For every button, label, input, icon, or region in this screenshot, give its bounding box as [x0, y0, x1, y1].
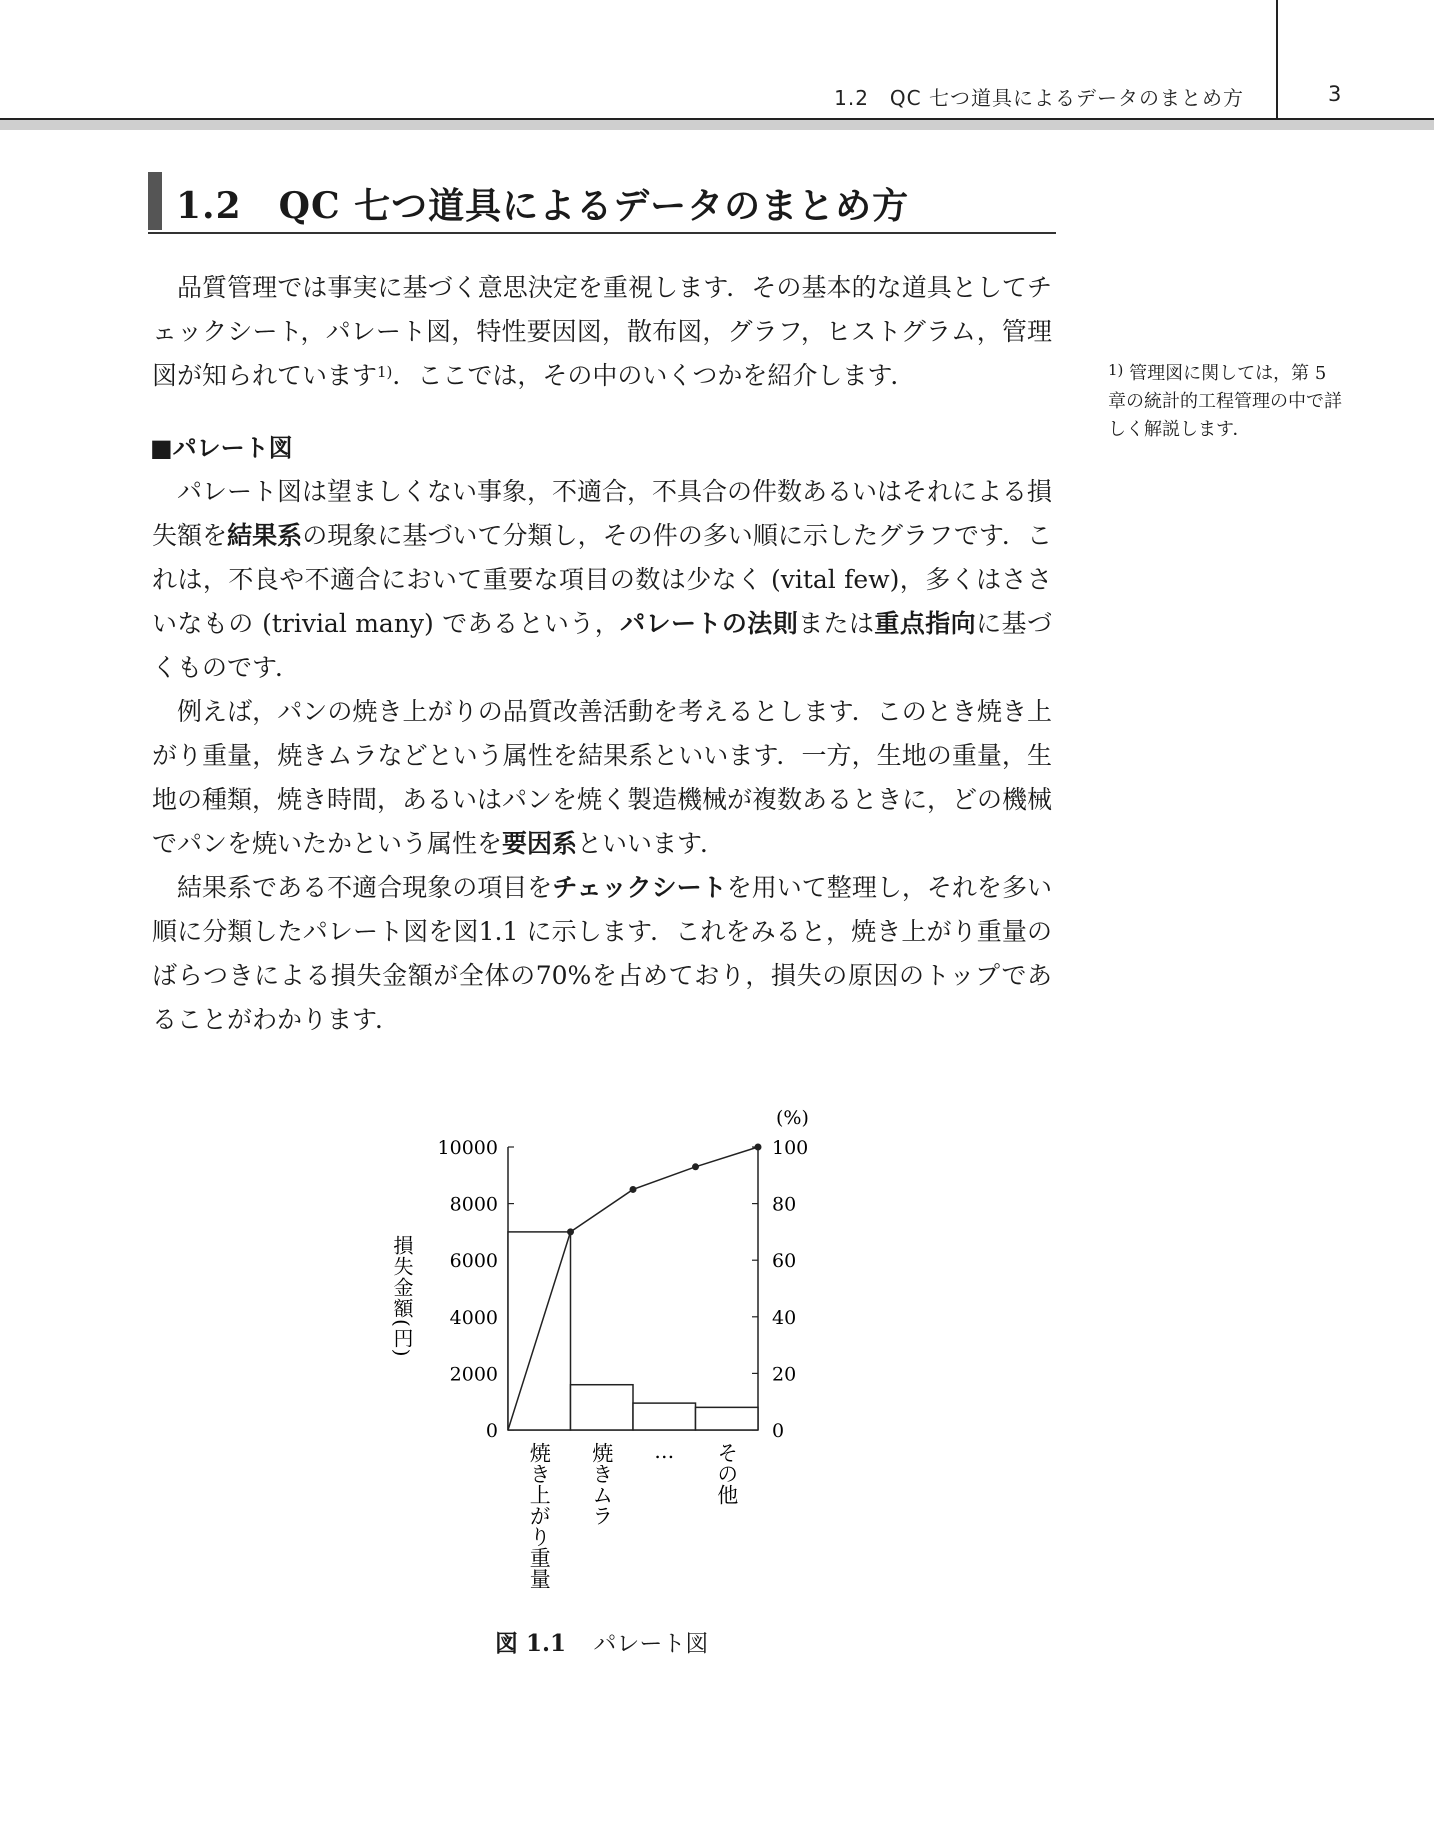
page-number: 3 [1328, 82, 1342, 106]
bar [696, 1407, 759, 1430]
footnote-ref[interactable]: 1) [377, 363, 393, 381]
y2-tick-label: 0 [772, 1420, 785, 1442]
section-rule [148, 232, 1056, 234]
text: を用いて整理し，それを多い順に分類したパレート図を図1.1 に示します．これをみると，焼き上がり重量のばらつきによる損失金額が全体の70%を占めており，損失の原因のトップであることがわかります． [152, 873, 1052, 1034]
text: 例えば，パンの焼き上がりの品質改善活動を考えるとします．このとき焼き上がり重量，焼きムラなどという属性を結果系といいます．一方，生地の重量，生地の種類，焼き時間，あるいはパンを焼く製造機械が複数あるときに，どの機械でパンを焼いたかという属性を [152, 697, 1053, 858]
bold-term: パレートの法則 [620, 609, 799, 638]
section-bar [148, 172, 162, 230]
text: または [798, 609, 875, 638]
intro-text-2: ．ここでは，その中のいくつかを紹介します． [392, 361, 916, 390]
paragraph-1 [152, 470, 1052, 690]
caption-text: パレート図 [593, 1631, 709, 1657]
x-tick-label: … [654, 1439, 675, 1463]
body-text [152, 470, 1052, 1042]
pareto-figure [370, 1090, 830, 1610]
bar [571, 1385, 634, 1430]
sidenote [1108, 360, 1348, 444]
y-tick-label: 4000 [449, 1306, 498, 1329]
intro-text-1: 品質管理では事実に基づく意思決定を重視します．その基本的な道具としてチェックシート，パレート図，特性要因図，散布図，グラフ，ヒストグラム，管理図が知られています [152, 273, 1052, 390]
bold-term: 要因系 [502, 829, 578, 858]
text: 結果系である不適合現象の項目を [177, 873, 553, 902]
paragraph-3 [152, 866, 1052, 1042]
running-head-title: 1.2 QC 七つ道具によるデータのまとめ方 [834, 86, 1244, 110]
running-head-divider [1276, 0, 1278, 118]
caption-label: 図 1.1 [495, 1630, 567, 1657]
y2-tick-label: 80 [772, 1193, 797, 1216]
y-tick-label: 10000 [437, 1137, 498, 1159]
text: といいます． [577, 829, 726, 858]
running-head [0, 0, 1434, 120]
y2-tick-label: 100 [772, 1137, 809, 1159]
y-tick-label: 6000 [449, 1250, 498, 1273]
section-title: 1.2 QC 七つ道具によるデータのまとめ方 [176, 185, 910, 227]
x-tick-label: その他 [714, 1442, 739, 1505]
intro-paragraph [152, 266, 1052, 398]
header-shade [0, 120, 1434, 130]
cumulative-point [567, 1228, 574, 1235]
paragraph-2 [152, 690, 1052, 866]
cumulative-point [755, 1144, 762, 1151]
y-tick-label: 8000 [449, 1193, 498, 1216]
y2-tick-label: 20 [772, 1363, 797, 1386]
bold-term: 重点指向 [874, 609, 977, 638]
bar [633, 1403, 696, 1430]
sidenote-text: 管理図に関しては，第 5 章の統計的工程管理の中で詳しく解説します． [1108, 363, 1342, 440]
cumulative-point [692, 1163, 699, 1170]
bold-term: 結果系 [227, 521, 303, 550]
subsection-heading: ■パレート図 [150, 434, 293, 462]
text: の現象に基づいて分類し，その件の多い順に示したグラフです．これは，不良や不適合において重要な項目の数は少なく (vital few)，多くはささいなもの (trivial many) であるという， [152, 521, 1052, 638]
bold-term: チェックシート [552, 873, 727, 902]
y-tick-label: 0 [485, 1420, 498, 1442]
text: に基づくものです． [152, 609, 1052, 682]
y2-tick-label: 60 [772, 1250, 797, 1273]
section-heading [148, 170, 1056, 234]
y-tick-label: 2000 [449, 1363, 498, 1386]
sidenote-ref: 1) [1108, 361, 1124, 379]
text: パレート図は望ましくない事象，不適合，不具合の件数あるいはそれによる損失額を [152, 477, 1053, 550]
x-tick-label: 焼き上がり重量 [527, 1442, 552, 1589]
y-axis-label: 損失金額(円) [390, 1235, 414, 1358]
y2-tick-label: 40 [772, 1306, 797, 1329]
cumulative-point [630, 1186, 637, 1193]
x-tick-label: 焼きムラ [589, 1442, 614, 1526]
pareto-chart [370, 1090, 830, 1610]
y2-axis-label: (%) [776, 1107, 809, 1129]
figure-caption [495, 1625, 708, 1658]
